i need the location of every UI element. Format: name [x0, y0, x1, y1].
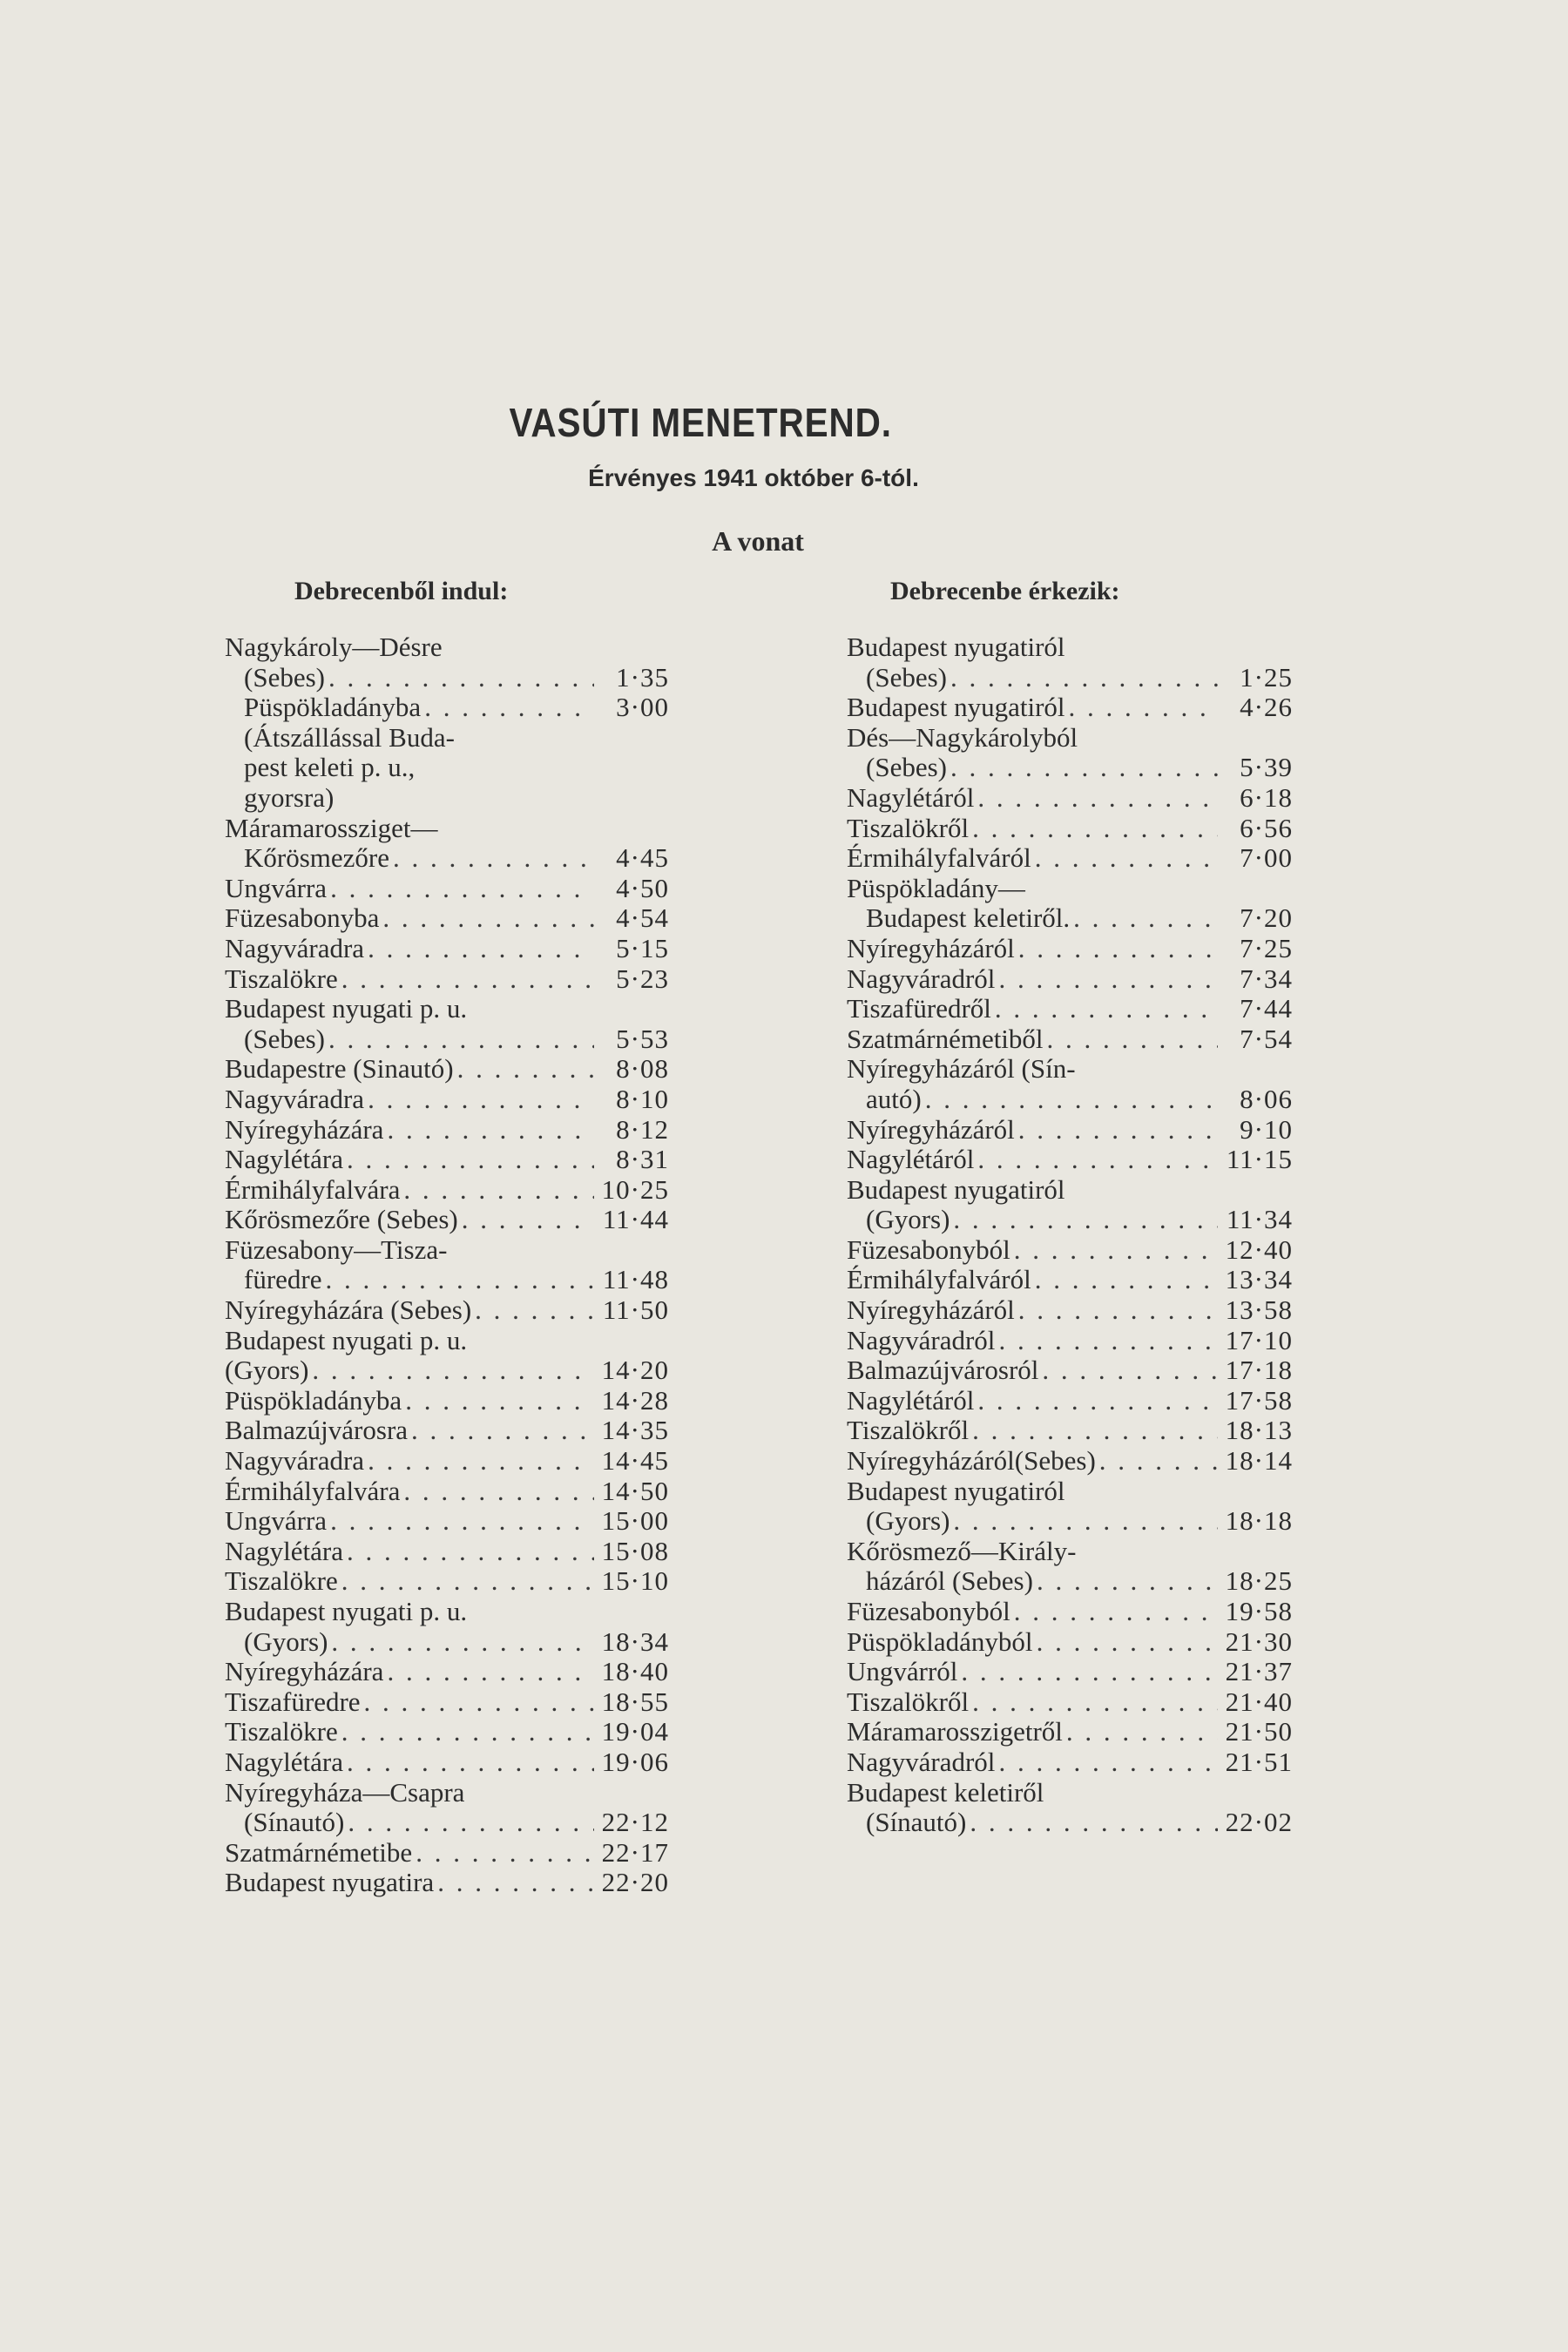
- departure-row: [225, 874, 669, 904]
- arrival-row-text: Budapest nyugatiról: [847, 1173, 1065, 1205]
- arrival-row-time: 22·02: [1225, 1807, 1293, 1838]
- departure-row-text: Nagyváradra: [225, 1083, 365, 1114]
- arrival-row-text: Szatmárnémetiből: [847, 1023, 1044, 1054]
- arrival-row: [847, 632, 1293, 663]
- arrival-row: [847, 874, 1293, 904]
- arrival-row-time: 18·25: [1225, 1565, 1293, 1597]
- dot-leader: [312, 1355, 594, 1386]
- departure-row-time: 14·28: [601, 1384, 669, 1416]
- departure-row: [225, 1355, 669, 1386]
- departure-row: [225, 1416, 669, 1446]
- arrival-row: [847, 1386, 1293, 1416]
- departure-row: [225, 934, 669, 964]
- dot-leader: [1018, 1295, 1218, 1326]
- arrival-row-text: Nyíregyházáról (Sín-: [847, 1053, 1076, 1085]
- dot-leader: [328, 1024, 594, 1055]
- departure-row-text: Szatmárnémetibe: [225, 1836, 413, 1868]
- arrival-row-time: 7·34: [1240, 963, 1293, 994]
- arrival-row-text: Budapest nyugatiról: [847, 632, 1065, 662]
- departure-row-text: Budapestre (Sinautó): [225, 1053, 454, 1085]
- arrival-row-time: 21·37: [1225, 1656, 1293, 1687]
- dot-leader: [1066, 1717, 1218, 1747]
- arrival-row-text: Tiszalökről: [847, 1415, 970, 1446]
- departure-row-time: 1·35: [616, 661, 669, 693]
- arrival-row: [847, 1566, 1293, 1597]
- departure-row-text: Nyíregyháza—Csapra: [225, 1776, 465, 1808]
- departure-row-time: 19·06: [601, 1746, 669, 1777]
- dot-leader: [998, 964, 1218, 995]
- departure-row-time: 11·50: [602, 1294, 669, 1326]
- arrival-row-time: 18·14: [1225, 1445, 1293, 1477]
- departure-row: [225, 1446, 669, 1477]
- departure-row: [225, 843, 669, 874]
- departure-row-time: 18·34: [601, 1625, 669, 1657]
- arrival-row-time: 12·40: [1225, 1233, 1293, 1265]
- arrival-row-time: 13·34: [1225, 1264, 1293, 1295]
- departure-row: [225, 1326, 669, 1356]
- departure-row-text: Tiszalökre: [225, 1565, 338, 1597]
- departure-row-text: gyorsra): [244, 781, 335, 813]
- departure-row-text: Nagykároly—Désre: [225, 632, 443, 662]
- dot-leader: [403, 1175, 594, 1206]
- dot-leader: [961, 1657, 1218, 1687]
- departure-row-time: 8·10: [616, 1083, 669, 1114]
- dot-leader: [341, 1566, 594, 1597]
- dot-leader: [1035, 843, 1218, 874]
- arrival-row-time: 21·30: [1225, 1625, 1293, 1657]
- departure-row-text: Budapest nyugati p. u.: [225, 1596, 468, 1626]
- arrival-row-time: 17·58: [1225, 1384, 1293, 1416]
- departure-row: [225, 1265, 669, 1295]
- departure-row-time: 5·53: [616, 1023, 669, 1054]
- arrival-row: [847, 1265, 1293, 1295]
- dot-leader: [977, 1386, 1218, 1416]
- dot-leader: [950, 753, 1218, 783]
- arrival-row-time: 7·54: [1240, 1023, 1293, 1054]
- dot-leader: [341, 1717, 594, 1747]
- dot-leader: [1014, 1597, 1218, 1627]
- arrival-row: [847, 1597, 1293, 1627]
- dot-leader: [953, 1506, 1218, 1537]
- departure-row-time: 5·15: [616, 932, 669, 963]
- departure-row-text: (Sebes): [244, 661, 325, 693]
- arrival-row-text: (Sebes): [866, 661, 947, 693]
- departure-row-time: 4·45: [616, 842, 669, 874]
- arrival-row: [847, 1235, 1293, 1266]
- dot-leader: [1042, 1355, 1218, 1386]
- dot-leader: [462, 1205, 594, 1235]
- arrival-row: [847, 1295, 1293, 1326]
- dot-leader: [368, 1085, 594, 1115]
- arrival-row: [847, 1416, 1293, 1446]
- arrival-row: [847, 964, 1293, 995]
- arrival-row: [847, 1175, 1293, 1206]
- arrival-row-text: Nagylétáról: [847, 1384, 975, 1416]
- dot-leader: [347, 1537, 594, 1567]
- departure-row-text: Füzesabonyba: [225, 902, 380, 934]
- dot-leader: [972, 1687, 1218, 1718]
- arrival-row-text: Tiszafüredről: [847, 993, 991, 1024]
- departure-row-text: (Gyors): [244, 1625, 328, 1657]
- arrival-row-text: (Sínautó): [866, 1807, 967, 1838]
- arrival-row-text: Nagyváradról: [847, 963, 996, 994]
- departure-row: [225, 964, 669, 995]
- departure-row-time: 22·20: [601, 1867, 669, 1898]
- arrival-row: [847, 1446, 1293, 1477]
- arrival-row-text: Nagylétáról: [847, 1144, 975, 1175]
- departure-row-time: 19·04: [601, 1716, 669, 1747]
- departure-row: [225, 723, 669, 754]
- departure-row-text: Budapest nyugatira: [225, 1867, 435, 1898]
- departures-heading: Debrecenből indul:: [294, 577, 509, 605]
- departure-row-time: 14·50: [601, 1475, 669, 1506]
- arrival-row-text: Nyíregyházáról(Sebes): [847, 1445, 1096, 1477]
- dot-leader: [1018, 1115, 1218, 1146]
- arrival-row-time: 7·44: [1240, 993, 1293, 1024]
- dot-leader: [330, 1506, 594, 1537]
- dot-leader: [347, 1747, 594, 1778]
- departure-row-text: Püspökladányba: [244, 692, 422, 723]
- departure-row: [225, 1295, 669, 1326]
- departure-row-time: 18·55: [601, 1686, 669, 1717]
- arrival-row: [847, 1355, 1293, 1386]
- arrival-row: [847, 1717, 1293, 1747]
- departure-row-time: 4·50: [616, 872, 669, 903]
- arrival-row-text: Budapest keletiről.: [866, 902, 1071, 934]
- departure-row-time: 8·12: [616, 1113, 669, 1145]
- arrival-row: [847, 1808, 1293, 1838]
- dot-leader: [998, 1326, 1218, 1356]
- dot-leader: [977, 1145, 1218, 1175]
- departure-row: [225, 994, 669, 1024]
- departure-row-time: 14·45: [601, 1445, 669, 1477]
- dot-leader: [411, 1416, 594, 1446]
- arrival-row-time: 6·56: [1240, 812, 1293, 843]
- departure-row-text: Tiszalökre: [225, 1716, 338, 1747]
- departure-row: [225, 1868, 669, 1898]
- dot-leader: [998, 1747, 1218, 1778]
- arrival-row-text: Tiszalökről: [847, 812, 970, 843]
- arrival-row-text: (Gyors): [866, 1505, 950, 1537]
- departure-row-text: Nagyváradra: [225, 1445, 365, 1477]
- departure-row: [225, 1115, 669, 1146]
- departure-row-text: Nagylétára: [225, 1144, 343, 1175]
- arrival-row: [847, 843, 1293, 874]
- departure-row-text: Nyíregyházára: [225, 1656, 384, 1687]
- arrival-row-text: Ungvárról: [847, 1656, 958, 1687]
- departure-row-time: 18·40: [601, 1656, 669, 1687]
- arrival-row-text: Dés—Nagykárolyból: [847, 721, 1078, 753]
- arrival-row-time: 21·40: [1225, 1686, 1293, 1717]
- dot-leader: [368, 1446, 594, 1477]
- departure-row-text: Nagylétára: [225, 1746, 343, 1777]
- arrival-row-text: Nagyváradról: [847, 1746, 996, 1777]
- departure-row: [225, 1085, 669, 1115]
- departure-row: [225, 1778, 669, 1808]
- arrival-row-text: Nyíregyházáról: [847, 1294, 1015, 1326]
- dot-leader: [326, 1265, 595, 1295]
- arrival-row: [847, 1326, 1293, 1356]
- departure-row: [225, 693, 669, 723]
- departure-row-text: (Sebes): [244, 1023, 325, 1054]
- arrival-row: [847, 693, 1293, 723]
- departure-row-text: (Sínautó): [244, 1807, 345, 1838]
- arrival-row: [847, 1506, 1293, 1537]
- dot-leader: [330, 874, 594, 904]
- dot-leader: [1037, 1627, 1218, 1658]
- departure-row-time: 14·20: [601, 1355, 669, 1386]
- dot-leader: [1069, 693, 1218, 723]
- departure-row-text: pest keleti p. u.,: [244, 752, 416, 783]
- departure-row: [225, 903, 669, 934]
- arrival-row-time: 4·26: [1240, 692, 1293, 723]
- departure-row: [225, 814, 669, 844]
- departure-row-text: Nyíregyházára: [225, 1113, 384, 1145]
- arrival-row-text: Budapest nyugatiról: [847, 1475, 1065, 1506]
- departure-row: [225, 632, 669, 663]
- arrivals-heading: Debrecenbe érkezik:: [890, 577, 1120, 605]
- departure-row-time: 8·31: [616, 1144, 669, 1175]
- departure-row-text: Nagyváradra: [225, 932, 365, 963]
- departure-row-time: 22·17: [601, 1836, 669, 1868]
- dot-leader: [1099, 1446, 1218, 1477]
- arrival-row-time: 11·15: [1226, 1144, 1293, 1175]
- departure-row: [225, 663, 669, 693]
- departure-row: [225, 1747, 669, 1778]
- dot-leader: [347, 1145, 594, 1175]
- dot-leader: [1014, 1235, 1218, 1266]
- arrival-row-time: 21·51: [1225, 1746, 1293, 1777]
- departure-row: [225, 1657, 669, 1687]
- validity-subtitle: Érvényes 1941 október 6-tól.: [588, 464, 919, 491]
- departure-row: [225, 1627, 669, 1658]
- arrival-row-text: Kőrösmező—Király-: [847, 1535, 1077, 1566]
- departure-row: [225, 1205, 669, 1235]
- arrival-row-text: Budapest keletiről: [847, 1776, 1044, 1808]
- arrival-row-text: Érmihályfalváról: [847, 842, 1031, 874]
- departure-row-text: Füzesabony—Tisza-: [225, 1233, 448, 1265]
- arrival-row: [847, 1627, 1293, 1658]
- departure-row-text: Kőrösmezőre (Sebes): [225, 1204, 458, 1235]
- departure-row: [225, 753, 669, 783]
- arrival-row-time: 13·58: [1225, 1294, 1293, 1326]
- dot-leader: [1035, 1265, 1218, 1295]
- departure-row-text: Ungvárra: [225, 872, 328, 903]
- arrival-row: [847, 1085, 1293, 1115]
- arrival-row-time: 18·18: [1225, 1505, 1293, 1537]
- departure-row: [225, 1808, 669, 1838]
- dot-leader: [331, 1627, 594, 1658]
- arrival-row: [847, 753, 1293, 783]
- arrival-row: [847, 814, 1293, 844]
- dot-leader: [1073, 903, 1218, 934]
- departure-row-time: 15·08: [601, 1535, 669, 1566]
- center-label: A vonat: [712, 525, 804, 557]
- arrival-row-text: házáról (Sebes): [866, 1565, 1033, 1597]
- dot-leader: [972, 814, 1218, 844]
- departure-row: [225, 1838, 669, 1869]
- dot-leader: [972, 1416, 1218, 1446]
- dot-leader: [1047, 1024, 1218, 1055]
- arrival-row: [847, 1024, 1293, 1055]
- dot-leader: [403, 1477, 594, 1507]
- departure-row-time: 5·23: [616, 963, 669, 994]
- departure-row-time: 4·54: [616, 902, 669, 934]
- arrival-row-text: Máramarosszigetről: [847, 1716, 1063, 1747]
- dot-leader: [328, 663, 594, 693]
- arrival-row-text: Tiszalökről: [847, 1686, 970, 1717]
- dot-leader: [424, 693, 594, 723]
- arrival-row: [847, 903, 1293, 934]
- departure-row-time: 3·00: [616, 692, 669, 723]
- arrival-row-text: Balmazújvárosról: [847, 1355, 1039, 1386]
- arrival-row: [847, 1778, 1293, 1808]
- arrival-row-time: 17·18: [1225, 1355, 1293, 1386]
- arrival-row-time: 8·06: [1240, 1083, 1293, 1114]
- departure-row-text: Tiszalökre: [225, 963, 338, 994]
- departure-row-text: Máramarossziget—: [225, 812, 438, 843]
- departure-row-text: Kőrösmezőre: [244, 842, 389, 874]
- departure-row: [225, 1566, 669, 1597]
- dot-leader: [387, 1115, 594, 1146]
- arrival-row-text: autó): [866, 1083, 922, 1114]
- arrival-row-time: 6·18: [1240, 781, 1293, 813]
- arrival-row-time: 5·39: [1240, 752, 1293, 783]
- arrival-row-time: 7·20: [1240, 902, 1293, 934]
- departure-row: [225, 783, 669, 814]
- arrival-row-time: 1·25: [1240, 661, 1293, 693]
- dot-leader: [457, 1054, 594, 1085]
- departure-row-time: 22·12: [601, 1807, 669, 1838]
- dot-leader: [977, 783, 1218, 814]
- departure-row: [225, 1145, 669, 1175]
- departure-row: [225, 1477, 669, 1507]
- departure-row-text: Tiszafüredre: [225, 1686, 361, 1717]
- dot-leader: [348, 1808, 594, 1838]
- arrival-row-text: Füzesabonyból: [847, 1233, 1010, 1265]
- departure-row: [225, 1175, 669, 1206]
- arrival-row-text: Nagyváradról: [847, 1324, 996, 1355]
- arrival-row: [847, 1477, 1293, 1507]
- arrival-row-text: Püspökladányból: [847, 1625, 1033, 1657]
- departure-row-text: Budapest nyugati p. u.: [225, 993, 468, 1024]
- departure-row-text: (Átszállással Buda-: [244, 721, 455, 753]
- departure-row: [225, 1235, 669, 1266]
- arrival-row-text: Budapest nyugatiról: [847, 692, 1065, 723]
- dot-leader: [1037, 1566, 1218, 1597]
- departure-row: [225, 1024, 669, 1055]
- dot-leader: [970, 1808, 1218, 1838]
- arrival-row: [847, 1205, 1293, 1235]
- dot-leader: [1018, 934, 1218, 964]
- departure-row-text: Püspökladányba: [225, 1384, 402, 1416]
- dot-leader: [437, 1868, 594, 1898]
- arrival-row-text: Nyíregyházáról: [847, 932, 1015, 963]
- arrival-row-text: Érmihályfalváról: [847, 1264, 1031, 1295]
- departure-row: [225, 1597, 669, 1627]
- departure-row-text: Balmazújvárosra: [225, 1415, 409, 1446]
- arrival-row-time: 7·25: [1240, 932, 1293, 963]
- arrival-row: [847, 1054, 1293, 1085]
- dot-leader: [953, 1205, 1218, 1235]
- dot-leader: [364, 1687, 594, 1718]
- arrival-row: [847, 994, 1293, 1024]
- arrival-row-time: 17·10: [1225, 1324, 1293, 1355]
- arrival-row-text: Füzesabonyból: [847, 1596, 1010, 1626]
- arrival-row: [847, 1687, 1293, 1718]
- arrival-row-time: 9·10: [1240, 1113, 1293, 1145]
- arrival-row: [847, 1537, 1293, 1567]
- page-title: VASÚTI MENETREND.: [509, 400, 892, 445]
- departure-row-time: 11·48: [602, 1264, 669, 1295]
- dot-leader: [950, 663, 1218, 693]
- dot-leader: [341, 964, 594, 995]
- arrival-row: [847, 934, 1293, 964]
- arrival-row: [847, 723, 1293, 754]
- arrivals-list: [847, 632, 1293, 1838]
- dot-leader: [475, 1295, 594, 1326]
- departure-row: [225, 1054, 669, 1085]
- departure-row-text: füredre: [244, 1264, 322, 1295]
- arrival-row-time: 7·00: [1240, 842, 1293, 874]
- departure-row-time: 15·00: [601, 1505, 669, 1537]
- arrival-row-time: 19·58: [1225, 1596, 1293, 1626]
- departure-row-text: Nyíregyházára (Sebes): [225, 1294, 472, 1326]
- departure-row-text: (Gyors): [225, 1355, 309, 1386]
- arrival-row-time: 18·13: [1225, 1415, 1293, 1446]
- dot-leader: [387, 1657, 594, 1687]
- arrival-row-text: (Sebes): [866, 752, 947, 783]
- arrival-row-time: 21·50: [1225, 1716, 1293, 1747]
- departure-row-text: Érmihályfalvára: [225, 1173, 401, 1205]
- departure-row-text: Budapest nyugati p. u.: [225, 1324, 468, 1355]
- arrival-row-text: Nyíregyházáról: [847, 1113, 1015, 1145]
- departure-row-time: 15·10: [601, 1565, 669, 1597]
- arrival-row: [847, 663, 1293, 693]
- departure-row: [225, 1386, 669, 1416]
- departure-row-time: 11·44: [602, 1204, 669, 1235]
- departure-row-time: 10·25: [601, 1173, 669, 1205]
- arrival-row-text: Nagylétáról: [847, 781, 975, 813]
- departure-row-text: Ungvárra: [225, 1505, 328, 1537]
- dot-leader: [393, 843, 594, 874]
- departures-list: [225, 632, 669, 1898]
- departure-row-text: Nagylétára: [225, 1535, 343, 1566]
- arrival-row: [847, 1145, 1293, 1175]
- dot-leader: [382, 903, 594, 934]
- arrival-row: [847, 1657, 1293, 1687]
- dot-leader: [995, 994, 1218, 1024]
- arrival-row: [847, 783, 1293, 814]
- departure-row-time: 8·08: [616, 1053, 669, 1085]
- departure-row: [225, 1506, 669, 1537]
- dot-leader: [416, 1838, 594, 1869]
- departure-row-time: 14·35: [601, 1415, 669, 1446]
- departure-row: [225, 1537, 669, 1567]
- dot-leader: [925, 1085, 1218, 1115]
- departure-row: [225, 1717, 669, 1747]
- departure-row: [225, 1687, 669, 1718]
- dot-leader: [405, 1386, 594, 1416]
- arrival-row-time: 11·34: [1226, 1204, 1293, 1235]
- arrival-row: [847, 1747, 1293, 1778]
- arrival-row: [847, 1115, 1293, 1146]
- arrival-row-text: (Gyors): [866, 1204, 950, 1235]
- dot-leader: [368, 934, 594, 964]
- departure-row-text: Érmihályfalvára: [225, 1475, 401, 1506]
- arrival-row-text: Püspökladány—: [847, 872, 1025, 903]
